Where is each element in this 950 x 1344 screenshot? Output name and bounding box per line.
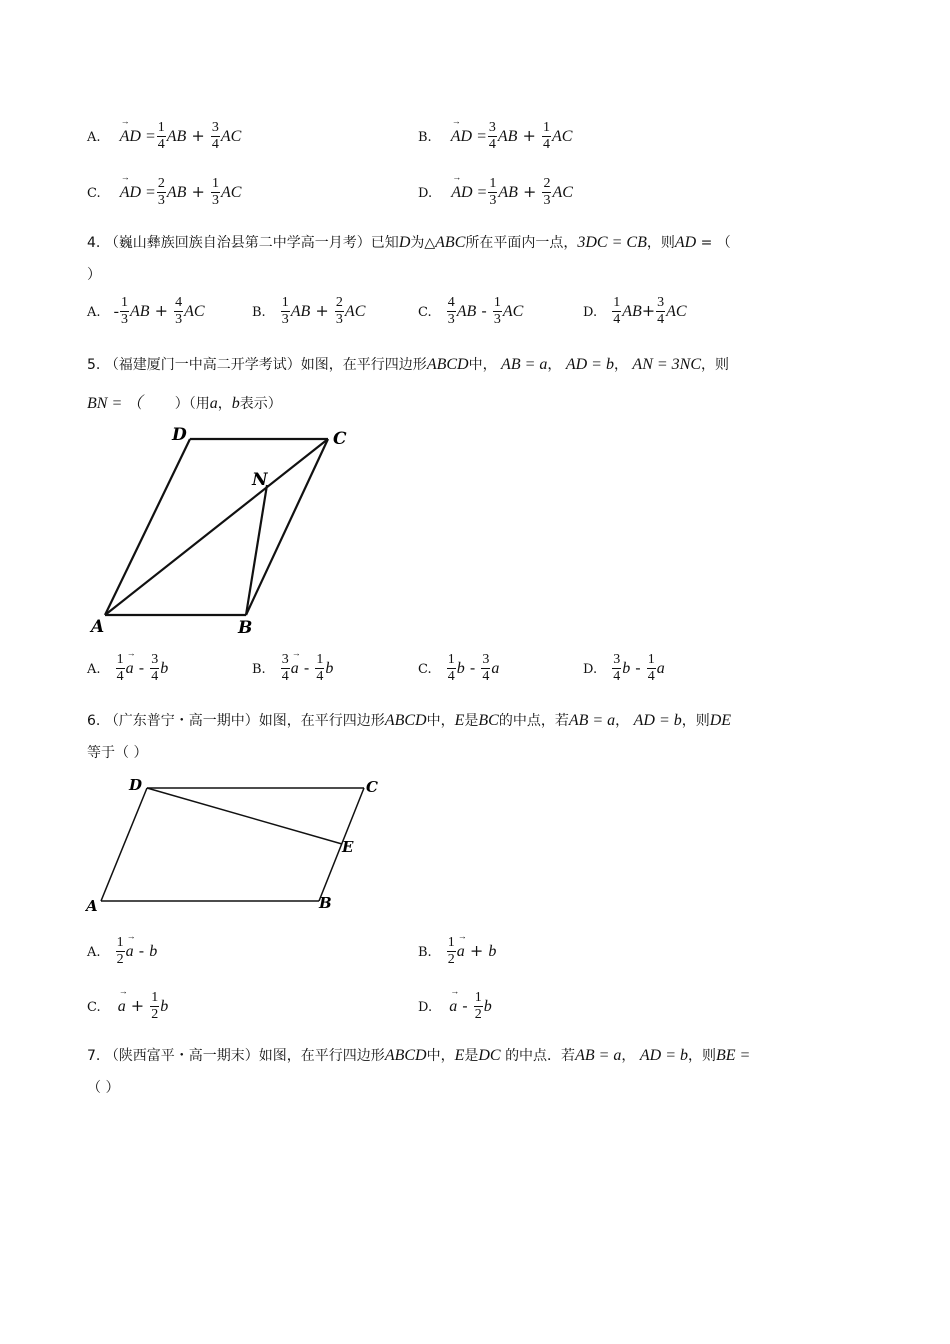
q7-stem: 7. （陕西富平・高一期末）如图，在平行四边形ABCD中，E是DC 的中点．若AB = a， AD = b，则BE =	[87, 1047, 751, 1064]
q6-option-d[interactable]: D. → a - $\frac{1}{2}$ b	[418, 990, 492, 1023]
option-label: B.	[418, 130, 432, 145]
vertex-d-label: D	[172, 425, 187, 445]
option-label: B.	[418, 945, 432, 960]
option-label: C.	[418, 662, 432, 677]
q5-option-d[interactable]: D. $\frac{3}{4}$ b - $\frac{1}{4}$ a	[583, 652, 665, 684]
q5-stem: 5. （福建厦门一中高二开学考试）如图，在平行四边形ABCD中， AB = a， AD = b， AN = 3NC，则	[87, 356, 730, 373]
q3-option-c[interactable]: C. → AD = $\frac{2}{3}$ AB + $\frac{1}{3}$ AC	[87, 176, 241, 209]
point-e-label: E	[342, 838, 354, 856]
vertex-c-label: C	[366, 778, 378, 796]
q6-option-a[interactable]: A. $\frac{1}{2}$ → a - b	[87, 935, 157, 968]
q6-stem: 6. （广东普宁・高一期中）如图，在平行四边形ABCD中，E是BC的中点，若AB = a， AD = b，则DE	[87, 712, 732, 729]
q6-stem-line2: 等于（ ）	[87, 745, 148, 761]
option-label: C.	[87, 1000, 101, 1015]
option-label: D.	[418, 1000, 433, 1015]
q5-stem-line2: BN = （ ）（用a，b表示）	[87, 395, 282, 412]
option-label: C.	[418, 305, 432, 320]
q3-option-b[interactable]: B. → AD = $\frac{3}{4}$ AB + $\frac{1}{4}$ AC	[418, 120, 572, 153]
option-label: A.	[87, 945, 101, 960]
option-label: A.	[87, 662, 101, 677]
q6-parallelogram-figure	[85, 772, 385, 917]
option-label: C.	[87, 186, 101, 201]
q4-stem-close: ）	[87, 267, 101, 283]
vertex-a-label: A	[86, 897, 98, 915]
q5-parallelogram-figure	[85, 418, 375, 640]
point-n-label: N	[252, 470, 268, 490]
vertex-c-label: C	[333, 429, 347, 449]
q3-option-d[interactable]: D. → AD = $\frac{1}{3}$ AB + $\frac{2}{3}$ AC	[418, 176, 573, 209]
q4-option-c[interactable]: C. $\frac{4}{3}$ AB - $\frac{1}{3}$ AC	[418, 295, 524, 327]
q7-stem-line2: （ ）	[87, 1080, 120, 1096]
option-label: A.	[87, 130, 101, 145]
option-label: D.	[583, 305, 598, 320]
option-label: D.	[583, 662, 598, 677]
q5-option-a[interactable]: A. $\frac{1}{4}$ → a - $\frac{3}{4}$ b	[87, 652, 168, 685]
option-label: B.	[252, 662, 266, 677]
vertex-a-label: A	[91, 617, 105, 637]
q3-option-a[interactable]: A. → AD = $\frac{1}{4}$ AB + $\frac{3}{4}$ AC	[87, 120, 241, 153]
vertex-d-label: D	[129, 776, 143, 794]
q4-option-b[interactable]: B. $\frac{1}{3}$ AB + $\frac{2}{3}$ AC	[252, 295, 366, 327]
q5-option-c[interactable]: C. $\frac{1}{4}$ b - $\frac{3}{4}$ a	[418, 652, 500, 684]
vertex-b-label: B	[238, 618, 253, 638]
option-label: A.	[87, 305, 101, 320]
q4-option-a[interactable]: A. - $\frac{1}{3}$ AB + $\frac{4}{3}$ AC	[87, 295, 205, 327]
vertex-b-label: B	[319, 894, 332, 912]
q4-stem: 4. （巍山彝族回族自治县第二中学高一月考）已知D为△ABC所在平面内一点，3DC = CB，则AD = （	[87, 234, 731, 251]
q6-option-c[interactable]: C. → a + $\frac{1}{2}$ b	[87, 990, 168, 1023]
option-label: B.	[252, 305, 266, 320]
option-label: D.	[418, 186, 433, 201]
q4-option-d[interactable]: D. $\frac{1}{4}$ AB+ $\frac{3}{4}$ AC	[583, 295, 687, 327]
q5-option-b[interactable]: B. $\frac{3}{4}$ → a - $\frac{1}{4}$ b	[252, 652, 333, 685]
q6-option-b[interactable]: B. $\frac{1}{2}$ → a + b	[418, 935, 496, 968]
